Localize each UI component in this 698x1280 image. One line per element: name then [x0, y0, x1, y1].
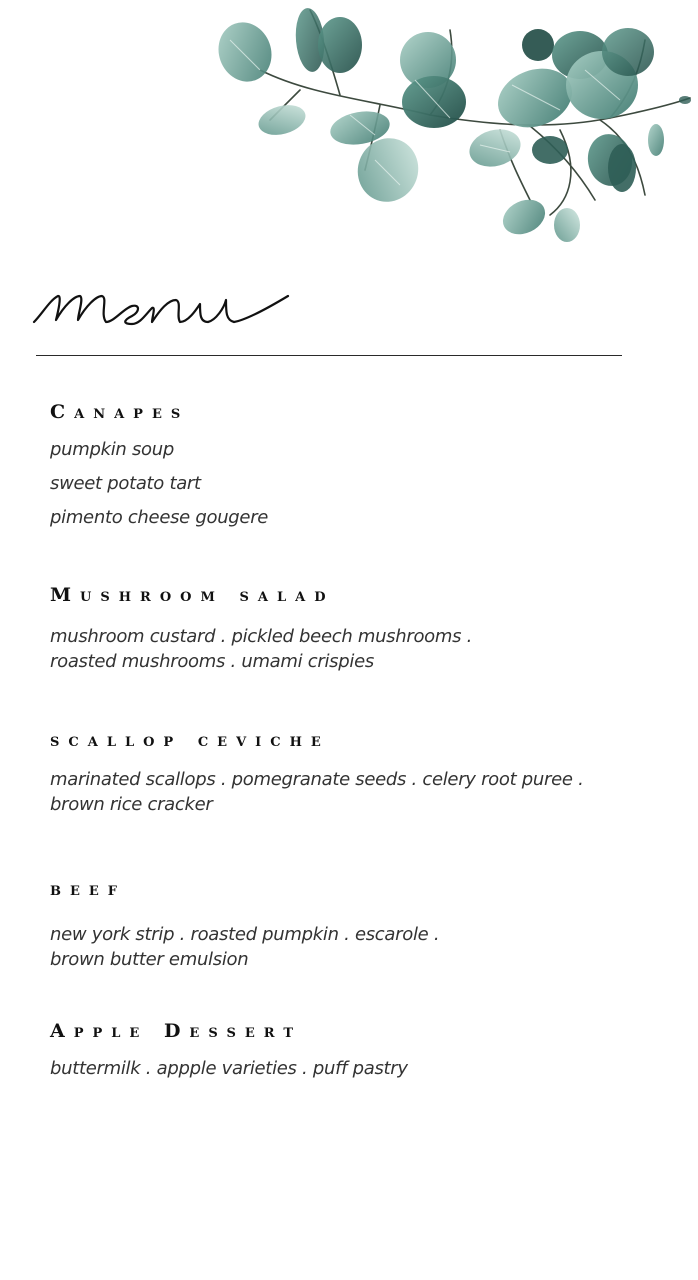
menu-item: marinated scallops . pomegranate seeds . celery root puree . [50, 769, 584, 790]
menu-item: roasted mushrooms . umami crispies [50, 651, 374, 672]
section-title: Mushroom salad [50, 584, 335, 606]
menu-heading-script [28, 262, 308, 342]
menu-item: mushroom custard . pickled beech mushrooms . [50, 626, 473, 647]
menu-item: brown butter emulsion [50, 949, 249, 970]
menu-item: buttermilk . appple varieties . puff pastry [50, 1058, 408, 1079]
heading-divider [36, 355, 622, 356]
section-title: scallop ceviche [50, 729, 330, 751]
section-title: Canapes [50, 401, 190, 423]
menu-section-apple-dessert [50, 1019, 650, 1081]
menu-item: brown rice cracker [50, 794, 213, 815]
menu-heading [28, 262, 308, 342]
menu-section-mushroom-salad [50, 583, 650, 674]
menu-item: new york strip . roasted pumpkin . escarole . [50, 924, 440, 945]
menu-item: pimento cheese gougere [50, 507, 269, 528]
menu-item: sweet potato tart [50, 473, 201, 494]
menu-section-scallop-ceviche [50, 728, 650, 817]
section-title: Apple Dessert [50, 1020, 302, 1042]
section-title: beef [50, 878, 127, 900]
menu-section-beef [50, 877, 650, 972]
eucalyptus-branch-decoration [200, 0, 698, 260]
menu-section-canapes [50, 400, 650, 535]
menu-item: pumpkin soup [50, 439, 174, 460]
